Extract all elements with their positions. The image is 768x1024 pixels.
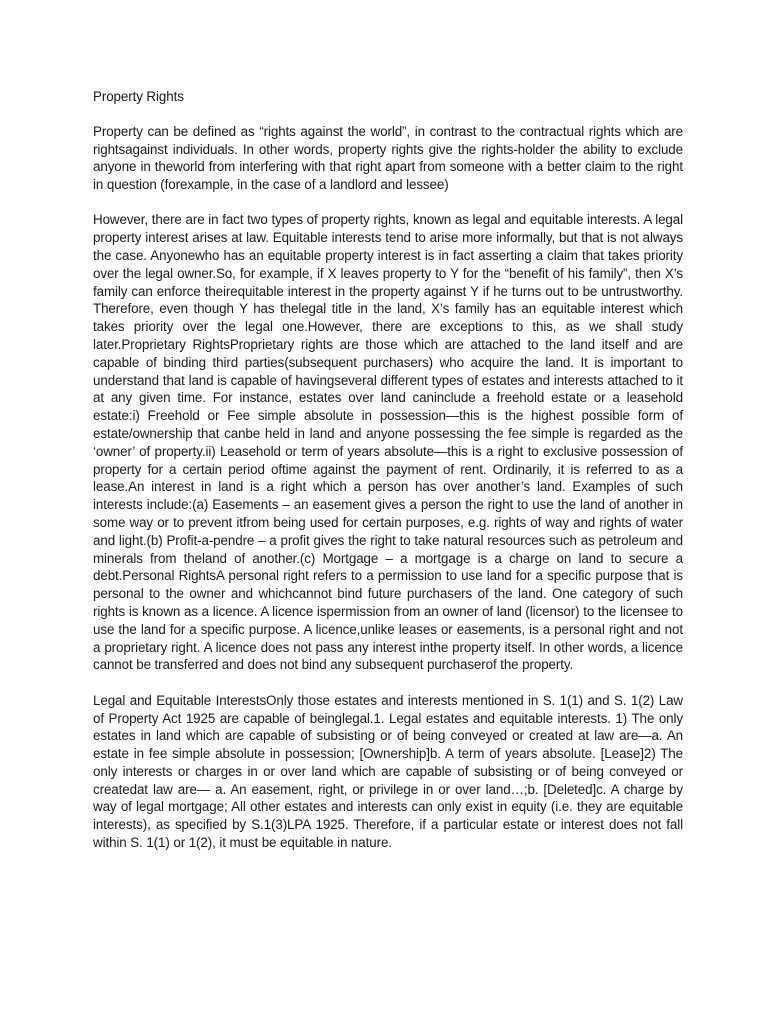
paragraph-types-of-property-rights: However, there are in fact two types of property rights, known as legal and equitable interests. A legal property interest arises at law. Equitable interests tend to arise more informally, but that is not always the case. Anyonewho has an equitable property interest is in fact asserting a claim that takes priority over the legal owner.So, for example, if X leaves property to Y for the “benefit of his family”, then X’s family can enforce theirequitable interest in the property against Y if he turns out to be untrustworthy. Therefore, even though Y has thelegal title in the land, X’s family has an equitable interest which takes priority over the legal one.However, there are exceptions to this, as we shall study later.Proprietary RightsProprietary rights are those which are attached to the land itself and are capable of binding third parties(subsequent purchasers) who acquire the land. It is important to understand that land is capable of havingseveral different types of estates and interests attached to it at any given time. For instance, estates over land caninclude a freehold estate or a leasehold estate:i) Freehold or Fee simple absolute in possession—this is the highest possible form of estate/ownership that canbe held in land and anyone possessing the fee simple is regarded as the ‘owner’ of property.ii) Leasehold or term of years absolute—this is a right to exclusive possession of property for a certain period oftime against the payment of rent. Ordinarily, it is referred to as a lease.An interest in land is a right which a person has over another’s land. Examples of such interests include:(a) Easements – an easement gives a person the right to use the land of another in some way or to prevent itfrom being used for certain purposes, e.g. rights of way and rights of water and light.(b) Profit-a-pendre – a profit gives the right to take natural resources such as petroleum and minerals from theland of another.(c) Mortgage – a mortgage is a charge on land to secure a debt.Personal RightsA personal right refers to a permission to use land for a specific purpose that is personal to the owner and whichcannot bind future purchasers of the land. One category of such rights is known as a licence. A licence ispermission from an owner of land (licensor) to the licensee to use the land for a specific purpose. A licence,unlike leases or easements, is a personal right and not a proprietary right. A licence does not pass any interest inthe property itself. In other words, a licence cannot be transferred and does not bind any subsequent purchaserof the property. <box>93 212 683 673</box>
paragraph-legal-and-equitable-interests: Legal and Equitable InterestsOnly those estates and interests mentioned in S. 1(1) and S. 1(2) Law of Property Act 1925 are capable of beinglegal.1. Legal estates and equitable interests. 1) The only estates in land which are capable of subsisting or of being conveyed or created at law are—a. An estate in fee simple absolute in possession; [Ownership]b. A term of years absolute. [Lease]2) The only interests or charges in or over land which are capable of subsisting or of being conveyed or createdat law are— a. An easement, right, or privilege in or over land…;b. [Deleted]c. A charge by way of legal mortgage; All other estates and interests can only exist in equity (i.e. they are equitable interests), as specified by S.1(3)LPA 1925. Therefore, if a particular estate or interest does not fall within S. 1(1) or 1(2), it must be equitable in nature. <box>93 692 683 851</box>
document-page <box>93 88 683 869</box>
paragraph-property-definition: Property can be defined as “rights against the world”, in contrast to the contractual rights which are rightsagainst individuals. In other words, property rights give the rights-holder the ability to exclude anyone in theworld from interfering with that right apart from someone with a better claim to the right in question (forexample, in the case of a landlord and lessee) <box>93 123 683 193</box>
document-title: Property Rights <box>93 89 184 104</box>
